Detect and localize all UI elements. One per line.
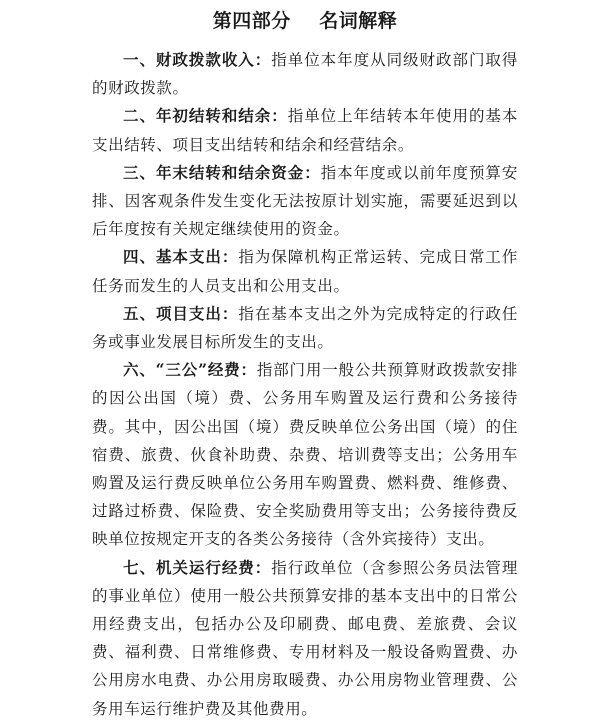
term-label: 三、年末结转和结余资金： [123,162,321,182]
term-label: 六、“三公”经费： [123,360,257,380]
definition-entry-2 [92,102,518,158]
term-label: 四、基本支出： [123,247,239,267]
definition-text: 指在基本支出之外为完成特定的行政任务或事业发展目标所发生的支出。 [92,304,519,352]
definition-entry-4 [92,243,518,299]
definition-entry-6 [92,356,518,553]
definition-entry-3 [92,159,518,244]
definition-text: 指本年度或以前年度预算安排、因客观条件发生变化无法按原计划实施，需要延迟到以后年度按有关规定继续使用的资金。 [92,163,518,239]
definition-text: 指行政单位（含参照公务员法管理的事业单位）使用一般公共预算安排的基本支出中的日常公用经费支出，包括办公及印刷费、邮电费、差旅费、会议费、福利费、日常维修费、专用材料及一般设备购置费、办公用房水电费、办公用房取暖费、办公用房物业管理费、公务用车运行维护费及其他费用。 [92,558,518,718]
term-label: 七、机关运行经费： [123,557,272,577]
term-label: 二、年初结转和结余： [123,106,288,126]
definition-entry-5 [92,300,518,356]
section-title: 第四部分 名词解释 [212,10,398,32]
definition-entry-7 [92,554,518,723]
term-label: 五、项目支出： [123,303,239,323]
definition-text: 指单位上年结转本年使用的基本支出结转、项目支出结转和结余和经营结余。 [92,107,518,154]
term-label: 一、财政拨款收入： [123,50,272,69]
definition-entry-1 [92,46,518,102]
definition-text: 指为保障机构正常运转、完成日常工作任务而发生的人员支出和公用支出。 [92,248,519,295]
definition-text: 指部门用一般公共预算财政拨款安排的因公出国（境）费、公务用车购置及运行费和公务接待费。其中，因公出国（境）费反映单位公务出国（境）的住宿费、旅费、伙食补助费、杂费、培训费等支出；公务用车购置及运行费反映单位公务用车购置费、燃料费、维修费、过路过桥费、保险费、安全奖励费用等支出；公务接待费反映单位按规定开支的各类公务接待（含外宾接待）支出。 [92,361,518,549]
definition-text: 指单位本年度从同级财政部门取得的财政拨款。 [92,51,518,98]
